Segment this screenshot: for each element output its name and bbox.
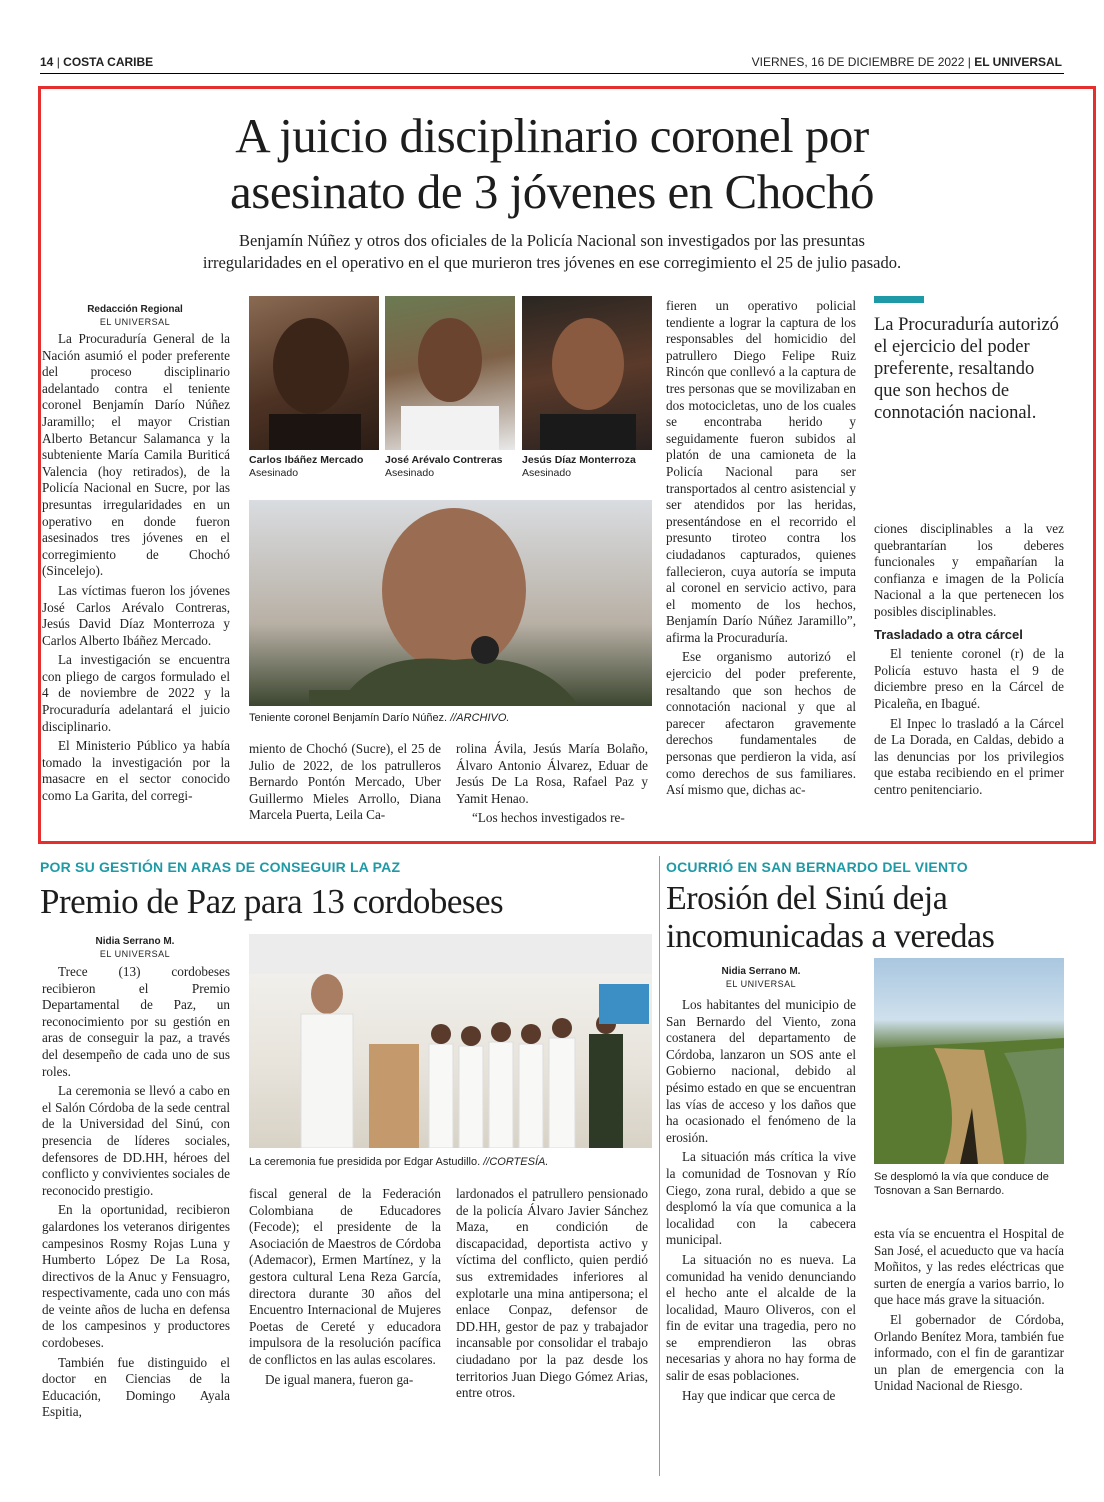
colonel-photo-caption [249, 711, 652, 725]
ceremony-photo [249, 934, 652, 1148]
byline-name: Nidia Serrano M. [721, 966, 801, 977]
erosion-scene [874, 958, 1064, 1164]
paragraph: “Los hechos investigados re- [472, 810, 625, 826]
portrait-silhouette [385, 296, 515, 450]
header-rule [40, 73, 1064, 74]
paragraph: lardonados el patrullero pensionado de la policía Álvaro Javier Sánchez Maza, en condición de discapacidad, deportista activo y víctima del conflicto, quien perdió sus extremidades inferiores al explotarle una mina antipersona; el enlace Conpaz, defensor de DD.HH, gestor de paz y trabajador incansable por consolidar el trabajo ciudadano por la paz desde los territorios Juan Diego Gómez Arias, entre otros. [456, 1186, 648, 1401]
peace-kicker: POR SU GESTIÓN EN ARAS DE CONSEGUIR LA PAZ [40, 859, 401, 875]
subhead: Trasladado a otra cárcel [874, 626, 1023, 642]
paragraph: La situación más crítica la vive la comunidad de Tosnovan y Río Ciego, zona rural, debido a que se desplomó la vía que comunica a la localidad con la cabecera municipal. [666, 1149, 856, 1248]
ceremony-caption [249, 1155, 652, 1169]
victim-photo-1 [249, 296, 379, 450]
main-col-1 [42, 331, 230, 808]
deck-line-1: Benjamín Núñez y otros dos oficiales de la Policía Nacional son investigados por las presuntas [239, 231, 865, 250]
ceremony-figures [249, 934, 652, 1148]
victim-photo-3 [522, 296, 652, 450]
victim-status: Asesinado [522, 467, 572, 479]
page-header-right: VIERNES, 16 DE DICIEMBRE DE 2022 | EL UNIVERSAL [751, 55, 1062, 69]
paragraph: La Procuraduría General de la Nación asumió el poder preferente del proceso disciplinario adelantado contra el teniente coronel Benjamín Darío Núñez Jaramillo; el mayor Cristian Alberto Betancur Salamanca y la subteniente María Camila Buriticá Valencia (hoy retirados), de la Policía Nacional en Sucre, por las presuntas irregularidades en un operativo en donde fueron asesinados tres jóvenes en el corregimiento de Chochó (Sincelejo). [42, 331, 230, 579]
victim-caption-3 [522, 454, 657, 480]
paragraph: El teniente coronel (r) de la Policía estuvo hasta el 9 de diciembre preso en la Cárcel de Picaleña, en Ibagué. [874, 646, 1064, 711]
byline-name: Nidia Serrano M. [95, 936, 175, 947]
colonel-silhouette [249, 500, 652, 706]
erosion-col-1 [666, 997, 856, 1407]
peace-headline: Premio de Paz para 13 cordobeses [40, 882, 504, 921]
portrait-silhouette [522, 296, 652, 450]
paragraph: Ese organismo autorizó el ejercicio del poder preferente, resaltando que son hechos de connotación nacional y que al parecer afectaron gravemente derechos fundamentales de personas que perdieron la vida, así como derechos de sus familiares. Así mismo que, dichas ac- [666, 649, 856, 798]
paragraph: rolina Ávila, Jesús María Bolaño, Álvaro Antonio Álvarez, Eduar de Jesús De La Rosa, Rafael Paz y Yamit Henao. [456, 741, 648, 806]
headline-line-1: A juicio disciplinario coronel por [235, 108, 869, 163]
victim-status: Asesinado [385, 467, 435, 479]
paragraph: ciones disciplinables a la vez quebrantarían los deberes funcionales y empañarían la confianza e imagen de la Policía Nacional a la que pertenecen los posibles disciplinables. [874, 521, 1064, 619]
byline-paper: EL UNIVERSAL [99, 317, 171, 327]
peace-col-3 [456, 1186, 648, 1405]
page-number: 14 [40, 55, 54, 69]
erosion-kicker: OCURRIÓ EN SAN BERNARDO DEL VIENTO [666, 859, 968, 875]
caption-text: Teniente coronel Benjamín Darío Núñez. [249, 712, 448, 724]
byline-name: Redacción Regional [87, 304, 183, 315]
erosion-headline [666, 880, 994, 956]
headline-line-2: asesinato de 3 jóvenes en Chochó [230, 164, 874, 219]
paragraph: El gobernador de Córdoba, Orlando Benítez Mora, también fue informado, con el fin de garantizar un plan de emergencia con la Unidad Nacional de Riesgo. [874, 1311, 1064, 1394]
photo-credit: //CORTESÍA. [483, 1156, 549, 1168]
victim-name: José Arévalo Contreras [385, 454, 503, 466]
headline-line-2: incomunicadas a veredas [666, 918, 995, 955]
main-col-2 [249, 741, 441, 827]
main-deck [60, 230, 1044, 274]
portrait-silhouette [249, 296, 379, 450]
victim-status: Asesinado [249, 467, 299, 479]
main-col-4 [666, 298, 856, 802]
paragraph: fieren un operativo policial tendiente a lograr la captura de los responsables del homicidio del patrullero Diego Felipe Ruiz Rincón que conllevó a la captura de tres personas que se movilizaban en dos motocicletas, uno de los cuales se encontraba herido y seguidamente fueron subidos al platón de una camioneta de la Policía Nacional para ser transportados al centro asistencial y ser atendidos por las heridas, presentándose en el recorrido el presunto tiroteo contra los ciudadanos capturados, quienes fallecieron, cuya autoría se imputa al coronel en servicio activo, para el momento de los hechos, Benjamín Darío Núñez Jaramillo”, afirma la Procuraduría. [666, 298, 856, 645]
paragraph: Las víctimas fueron los jóvenes José Carlos Arévalo Contreras, Jesús David Díaz Monterroza y Carlos Alberto Ibáñez Mercado. [42, 582, 230, 648]
paragraph: La investigación se encuentra con pliego de cargos formulado el 4 de noviembre de 2022 y la Procuraduría adelantará el juicio disciplinario. [42, 652, 230, 734]
erosion-byline [666, 966, 856, 990]
pullquote-accent-bar [874, 296, 924, 303]
peace-byline [40, 936, 230, 960]
paragraph: esta vía se encuentra el Hospital de San José, el acueducto que va hacía Moñitos, y las redes eléctricas que surten de energía a varios barrio, lo que hace más grave la situación. [874, 1226, 1064, 1308]
paragraph: El Inpec lo trasladó a la Cárcel de La Dorada, en Caldas, debido a las denuncias por los privilegios que estaba recibiendo en el primer centro penitenciario. [874, 715, 1064, 797]
headline-line-1: Erosión del Sinú deja [666, 880, 948, 917]
victim-photo-2 [385, 296, 515, 450]
victim-name: Carlos Ibáñez Mercado [249, 454, 364, 466]
paragraph: En la oportunidad, recibieron galardones los veteranos dirigentes campesinos Rosmy Rojas Luna y Humberto López De La Rosa, directivos de la Anuc y Fensuagro, respectivamente, cada uno con más de veinte años de lucha en defensa de los campesinos y productores cordobeses. [42, 1202, 230, 1351]
column-divider [659, 856, 660, 1476]
paragraph: miento de Chochó (Sucre), el 25 de Julio de 2022, de los patrulleros Bernardo Pontón Mercado, Uber Guillermo Mieles Arrollo, Diana Marcela Puerta, Leila Ca- [249, 741, 441, 823]
paragraph: La ceremonia se llevó a cabo en el Salón Córdoba de la sede central de la Universidad del Sinú, con presencia de líderes sociales, defensores de DD.HH, héroes del conflicto y convivientes sociales de reconocido prestigio. [42, 1083, 230, 1198]
paper-name: EL UNIVERSAL [974, 55, 1062, 69]
page-header-left: 14 | COSTA CARIBE [40, 55, 154, 69]
main-col-5 [874, 521, 1064, 802]
paragraph: fiscal general de la Federación Colombiana de Educadores (Fecode); el presidente de la Asociación de Maestros de Córdoba (Ademacor), Ermen Martínez, y la gestora cultural Lena Reza García, directora durante 30 años del Encuentro Internacional de Mujeres Poetas de Cereté y educadora impulsora de la resolución pacífica de conflictos en las aulas escolares. [249, 1186, 441, 1367]
paragraph: Hay que indicar que cerca de [682, 1387, 836, 1403]
victim-caption-1 [249, 454, 384, 480]
paragraph: También fue distinguido el doctor en Ciencias de la Educación, Domingo Ayala Espitia, [42, 1354, 230, 1420]
victim-caption-2 [385, 454, 520, 480]
pull-quote: La Procuraduría autorizó el ejercicio del poder preferente, resaltando que son hechos de connotación nacional. [874, 315, 1059, 423]
issue-date: VIERNES, 16 DE DICIEMBRE DE 2022 [751, 55, 965, 69]
paragraph: Los habitantes del municipio de San Bernardo del Viento, zona costanera del departamento de Córdoba, lanzaron un SOS ante el Gobierno nacional, debido al pésimo estado en que se encuentran las vías de acceso y los daños que ha ocasionado el fenómeno de la erosión. [666, 997, 856, 1145]
erosion-photo [874, 958, 1064, 1164]
erosion-col-2 [874, 1226, 1064, 1398]
peace-col-1 [42, 964, 230, 1424]
colonel-photo [249, 500, 652, 706]
paragraph: Trece (13) cordobeses recibieron el Premio Departamental de Paz, un reconocimiento por su gestión en aras de conseguir la paz, a través del desempeño de cada uno de sus roles. [42, 964, 230, 1079]
paragraph: La situación no es nueva. La comunidad ha venido denunciando el hecho ante el alcalde de la localidad, Mauro Oliveros, con el fin de evitar una tragedia, pero no se emprendieron las obras necesarias y ahora no hay forma de salir de esas poblaciones. [666, 1251, 856, 1384]
erosion-caption: Se desplomó la vía que conduce de Tosnovan a San Bernardo. [874, 1171, 1049, 1197]
paragraph: El Ministerio Público ya había tomado la investigación por la masacre en el sector conocido como La Garita, del corregi- [42, 738, 230, 804]
peace-col-2 [249, 1186, 441, 1391]
paragraph: De igual manera, fueron ga- [265, 1371, 414, 1387]
victim-name: Jesús Díaz Monterroza [522, 454, 636, 466]
photo-credit: //ARCHIVO. [450, 712, 510, 724]
main-col-3 [456, 741, 648, 830]
main-headline [60, 108, 1044, 220]
caption-text: La ceremonia fue presidida por Edgar Astudillo. [249, 1156, 481, 1168]
deck-line-2: irregularidades en el operativo en el que murieron tres jóvenes en ese corregimiento el 25 de julio pasado. [202, 253, 902, 272]
section-name: COSTA CARIBE [63, 55, 154, 69]
byline-paper: EL UNIVERSAL [99, 949, 171, 959]
main-byline [40, 304, 230, 328]
byline-paper: EL UNIVERSAL [725, 979, 797, 989]
